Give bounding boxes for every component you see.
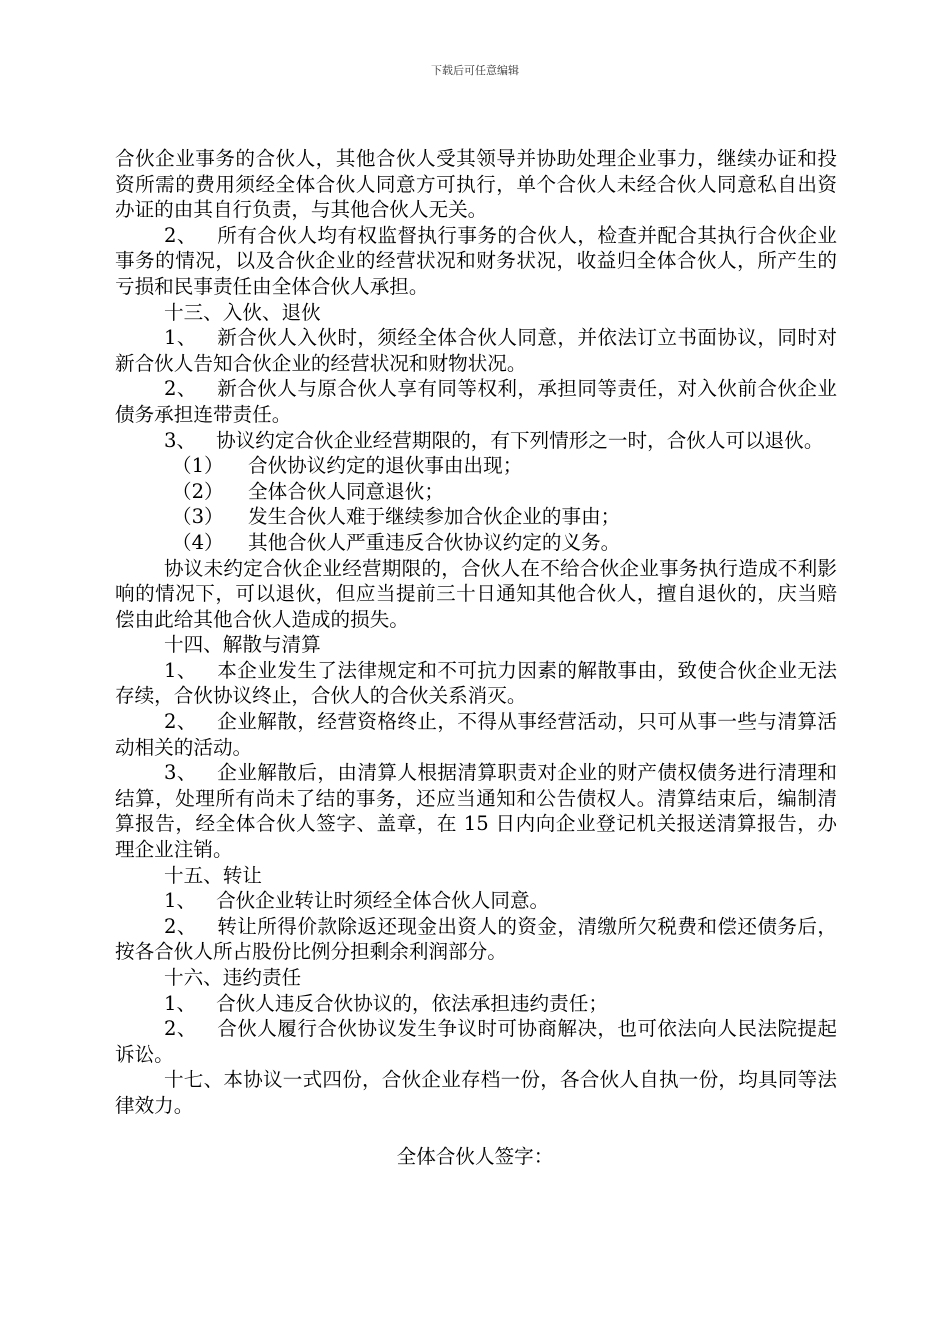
section-15-item-2 bbox=[115, 914, 837, 965]
section-16-item-1 bbox=[115, 991, 837, 1017]
item-number: 1、 bbox=[164, 991, 197, 1015]
section-heading-14: 十四、解散与清算 bbox=[164, 633, 321, 657]
document-body bbox=[115, 146, 837, 1119]
item-text: 新合伙人与原合伙人享有同等权利，承担同等责任，对入伙前合伙企业债务承担连带责任。 bbox=[115, 377, 838, 426]
section-15-item-1 bbox=[115, 888, 837, 914]
item-number: 1、 bbox=[164, 658, 197, 682]
sub-item-number: （2） bbox=[172, 479, 224, 503]
item-number: 2、 bbox=[164, 1017, 197, 1041]
page-header-note: 下载后可任意编辑 bbox=[431, 64, 519, 77]
sub-item-1 bbox=[115, 453, 837, 479]
item-text: 企业解散后，由清算人根据清算职责对企业的财产债权债务进行清理和结算，处理所有尚未了结的事务，还应当通知和公告债权人。清算结束后，编制清算报告，经全体合伙人签字、盖章，在 15 日内向企业登记机关报送清算报告，办理企业注销。 bbox=[115, 761, 838, 862]
sub-item-3 bbox=[115, 504, 837, 530]
sub-item-4 bbox=[115, 530, 837, 556]
item-text: 转让所得价款除返还现金出资人的资金，清缴所欠税费和偿还债务后，按各合伙人所占股份比例分担剩余利润部分。 bbox=[115, 914, 838, 964]
item-number: 2、 bbox=[164, 710, 197, 734]
section-13-item-2 bbox=[115, 376, 837, 427]
section-heading-15: 十五、转让 bbox=[164, 863, 262, 887]
sub-item-number: （3） bbox=[172, 505, 224, 529]
section-14-item-3 bbox=[115, 760, 837, 862]
section-14-item-2 bbox=[115, 709, 837, 760]
item-number: 3、 bbox=[164, 428, 197, 452]
sub-item-2 bbox=[115, 479, 837, 505]
paragraph-continuation: 合伙企业事务的合伙人，其他合伙人受其领导并协助处理企业事力，继续办证和投资所需的费用须经全体合伙人同意方可执行，单个合伙人未经合伙人同意私自出资办证的由其自行负责，与其他合伙人无关。 bbox=[115, 147, 837, 222]
item-text: 新合伙人入伙时，须经全体合伙人同意，并依法订立书面协议，同时对新合伙人告知合伙企业的经营状况和财物状况。 bbox=[115, 326, 838, 375]
section-13-item-1 bbox=[115, 325, 837, 376]
item-text: 所有合伙人均有权监督执行事务的合伙人，检查并配合其执行合伙企业事务的情况，以及合伙企业的经营状况和财务状况，收益归全体合伙人，所产生的亏损和民事责任由全体合伙人承担。 bbox=[115, 223, 838, 298]
sub-item-text: 全体合伙人同意退伙； bbox=[248, 479, 444, 503]
section-17-copies-clause: 十七、本协议一式四份，合伙企业存档一份，各合伙人自执一份，均具同等法律效力。 bbox=[115, 1068, 837, 1117]
sub-item-number: （1） bbox=[172, 454, 224, 478]
section-heading-13: 十三、入伙、退伙 bbox=[164, 300, 321, 324]
item-text: 合伙人违反合伙协议的，依法承担违约责任； bbox=[216, 991, 608, 1015]
item-number: 2、 bbox=[164, 377, 197, 401]
item-text: 合伙人履行合伙协议发生争议时可协商解决，也可依法向人民法院提起诉讼。 bbox=[115, 1017, 838, 1066]
item-text: 合伙企业转让时须经全体合伙人同意。 bbox=[216, 889, 550, 913]
item-number: 1、 bbox=[164, 326, 197, 350]
sub-item-text: 合伙协议约定的退伙事由出现； bbox=[248, 454, 523, 478]
paragraph-unlimited-term: 协议未约定合伙企业经营期限的，合伙人在不给合伙企业事务执行造成不利影响的情况下，可以退伙，但应当提前三十日通知其他合伙人，擅自退伙的，庆当赔偿由此给其他合伙人造成的损失。 bbox=[115, 556, 837, 631]
item-number: 2、 bbox=[164, 223, 197, 247]
section-heading-16: 十六、违约责任 bbox=[164, 966, 302, 989]
item-number: 3、 bbox=[164, 761, 197, 785]
sub-item-text: 发生合伙人难于继续参加合伙企业的事由； bbox=[248, 505, 621, 529]
item-text: 企业解散，经营资格终止，不得从事经营活动，只可从事一些与清算活动相关的活动。 bbox=[115, 710, 838, 759]
section-14-item-1 bbox=[115, 658, 837, 709]
paragraph-item-2 bbox=[115, 223, 837, 300]
item-number: 1、 bbox=[164, 889, 197, 913]
item-number: 2、 bbox=[164, 914, 197, 938]
sub-item-number: （4） bbox=[172, 530, 224, 554]
sub-item-text: 其他合伙人严重违反合伙协议约定的义务。 bbox=[248, 530, 621, 554]
section-13-item-3 bbox=[115, 428, 837, 454]
section-16-item-2 bbox=[115, 1016, 837, 1067]
signature-label: 全体合伙人签字： bbox=[396, 1145, 554, 1168]
item-text: 本企业发生了法律规定和不可抗力因素的解散事由，致使合伙企业无法存续，合伙协议终止，合伙人的合伙关系消灭。 bbox=[115, 658, 838, 708]
item-text: 协议约定合伙企业经营期限的，有下列情形之一时，合伙人可以退伙。 bbox=[216, 428, 824, 452]
